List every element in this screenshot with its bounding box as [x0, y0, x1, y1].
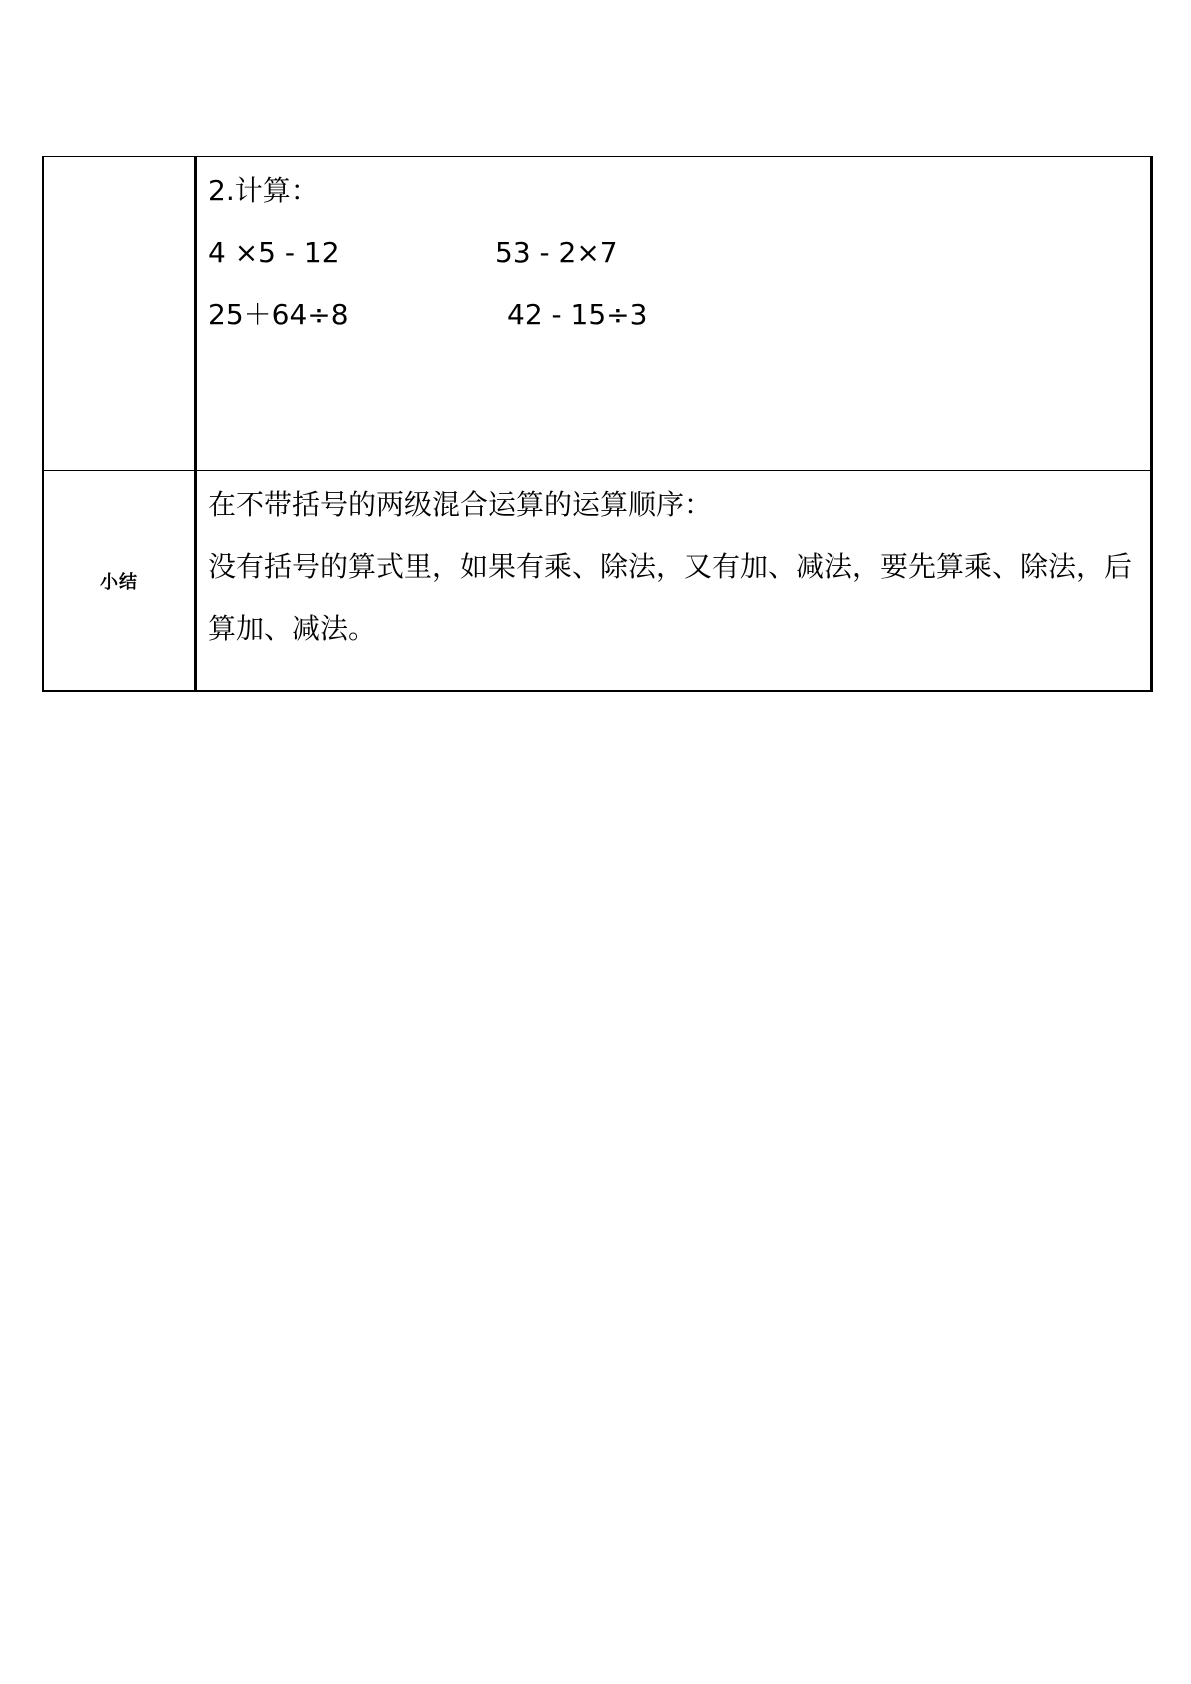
expression: 53 - 2×7 — [495, 236, 618, 269]
summary-cell — [196, 471, 1152, 692]
summary-body: 没有括号的算式里，如果有乘、除法，又有加、减法，要先算乘、除法，后算加、减法。 — [208, 550, 1133, 645]
exercise-heading: 2.计算： — [208, 174, 319, 207]
row-label-cell — [43, 157, 196, 471]
lesson-table — [42, 156, 1153, 692]
exercise-cell — [196, 157, 1152, 471]
expression: 25＋64÷8 — [208, 298, 349, 331]
row-label-cell — [43, 471, 196, 692]
summary-label: 小结 — [100, 571, 138, 593]
summary-heading: 在不带括号的两级混合运算的运算顺序： — [208, 488, 713, 521]
expression-row — [208, 284, 1142, 346]
table-row — [43, 471, 1152, 692]
expression-row — [208, 222, 1142, 284]
expression: 4 ×5 - 12 — [208, 236, 340, 269]
expression: 42 - 15÷3 — [507, 298, 648, 331]
table-row — [43, 157, 1152, 471]
